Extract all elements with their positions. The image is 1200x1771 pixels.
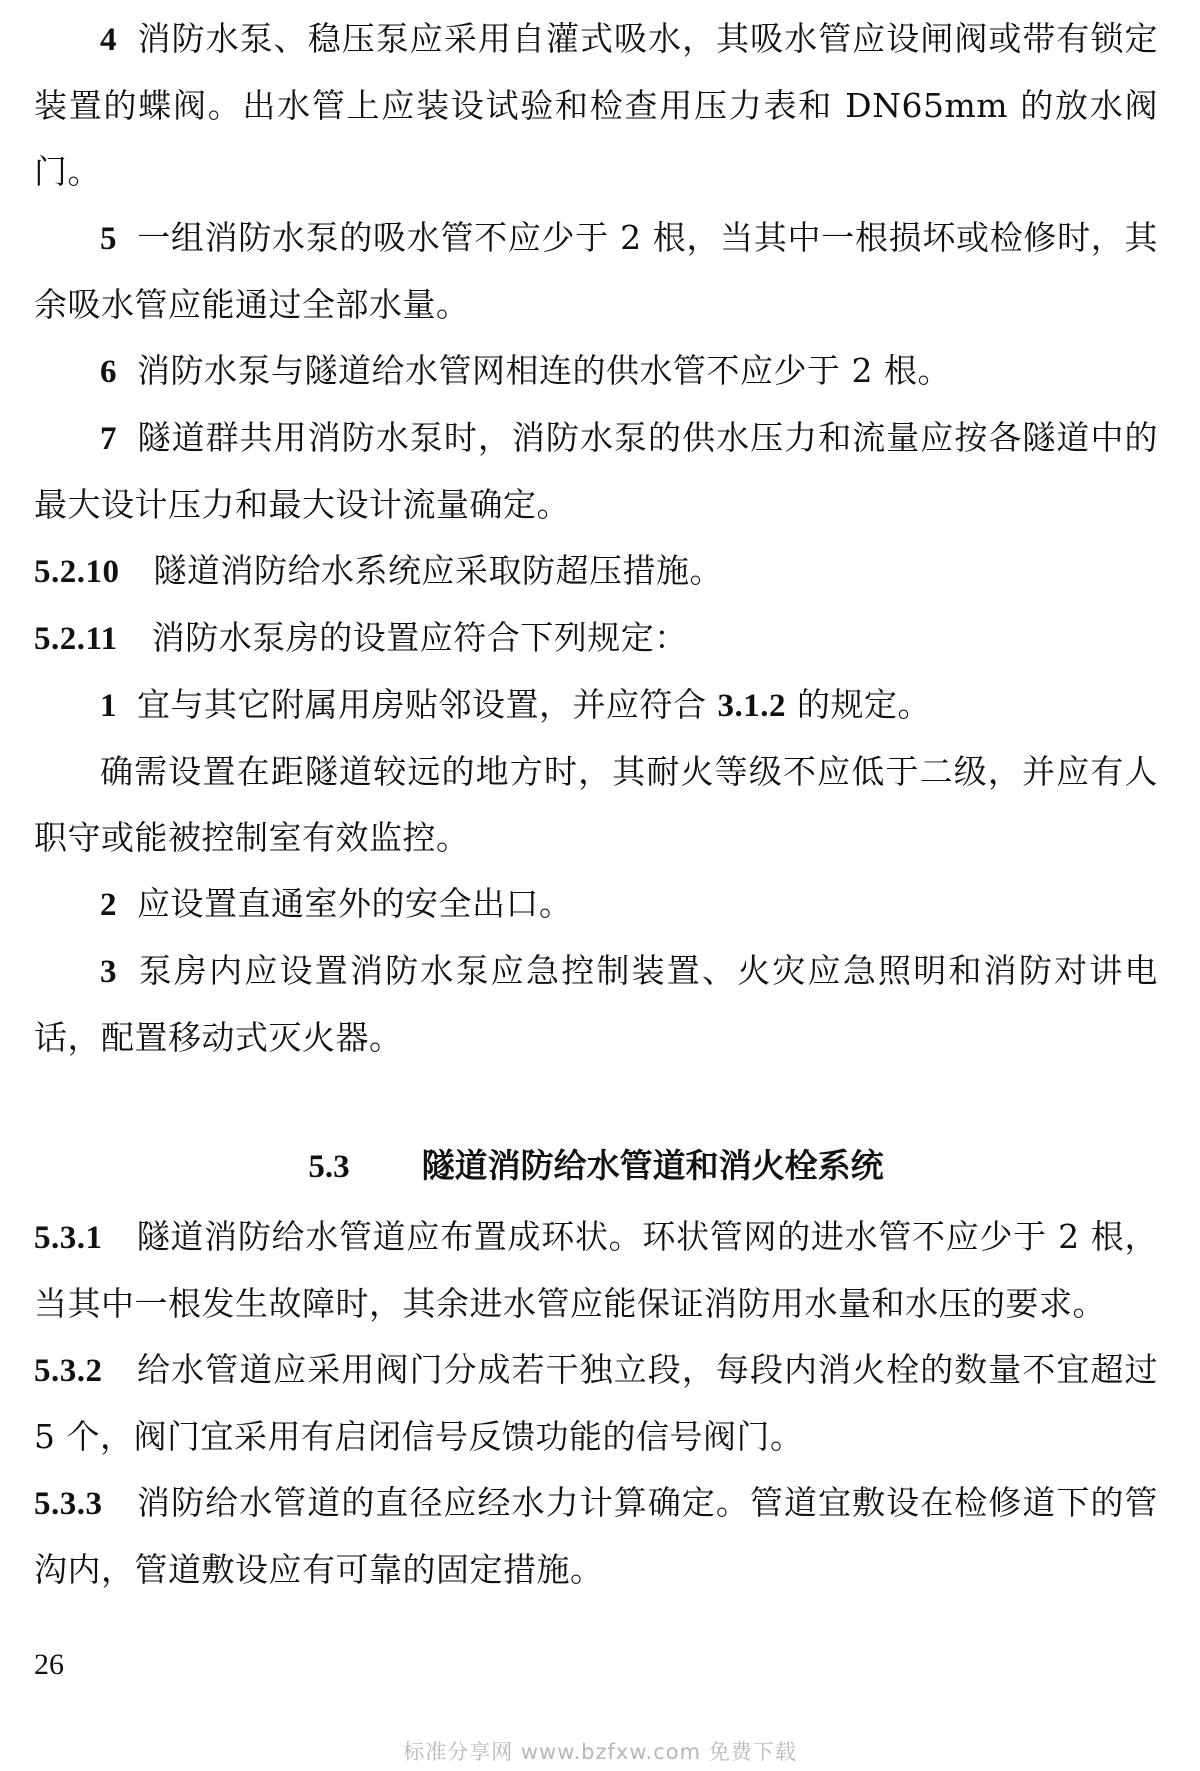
clause-number: 5.3.1 [34, 1220, 103, 1256]
item-6 [34, 338, 1158, 405]
clause-5-2-11-item-1 [34, 672, 1158, 739]
section-number: 5.3 [308, 1149, 350, 1185]
clause-5-2-11-item-1-note: 确需设置在距隧道较远的地方时，其耐火等级不应低于二级，并应有人职守或能被控制室有效监控。 [34, 752, 1158, 857]
section-title: 隧道消防给水管道和消火栓系统 [421, 1146, 884, 1185]
clause-text: 消防给水管道的直径应经水力计算确定。管道宜敷设在检修道下的管沟内，管道敷设应有可靠的固定措施。 [34, 1483, 1158, 1589]
clause-text: 隧道消防给水管道应布置成环状。环状管网的进水管不应少于 2 根，当其中一根发生故障时，其余进水管应能保证消防用水量和水压的要求。 [34, 1217, 1158, 1323]
page-content [34, 6, 1158, 1603]
item-7 [34, 405, 1158, 538]
clause-5-3-1 [34, 1204, 1158, 1337]
item-number: 4 [100, 22, 117, 58]
item-number: 6 [100, 354, 117, 390]
clause-number: 5.2.10 [34, 554, 120, 590]
item-text-after: 的规定。 [786, 685, 931, 724]
item-text: 一组消防水泵的吸水管不应少于 2 根，当其中一根损坏或检修时，其余吸水管应能通过全部水量。 [34, 218, 1158, 324]
clause-text: 隧道消防给水系统应采取防超压措施。 [153, 551, 723, 590]
section-heading-5-3 [34, 1133, 1158, 1200]
clause-5-2-11 [34, 605, 1158, 672]
item-text: 泵房内应设置消防水泵应急控制装置、火灾应急照明和消防对讲电话，配置移动式灭火器。 [34, 951, 1158, 1057]
item-text: 应设置直通室外的安全出口。 [137, 884, 573, 923]
clause-number: 5.2.11 [34, 621, 118, 657]
item-4 [34, 6, 1158, 205]
item-text-before: 宜与其它附属用房贴邻设置，并应符合 [137, 685, 718, 724]
item-number: 1 [100, 688, 117, 724]
clause-number: 5.3.2 [34, 1353, 103, 1389]
clause-number: 5.3.3 [34, 1486, 103, 1522]
clause-5-2-11-item-2 [34, 871, 1158, 938]
item-number: 2 [100, 887, 117, 923]
clause-text: 给水管道应采用阀门分成若干独立段，每段内消火栓的数量不宜超过 5 个，阀门宜采用有启闭信号反馈功能的信号阀门。 [34, 1350, 1158, 1456]
clause-5-2-11-item-3 [34, 938, 1158, 1071]
clause-5-2-10 [34, 538, 1158, 605]
item-text: 消防水泵与隧道给水管网相连的供水管不应少于 2 根。 [137, 351, 951, 390]
clause-5-3-2 [34, 1337, 1158, 1470]
item-number: 7 [100, 421, 117, 457]
item-5 [34, 205, 1158, 338]
clause-5-3-3 [34, 1470, 1158, 1603]
clause-text: 消防水泵房的设置应符合下列规定： [151, 618, 688, 657]
item-text: 隧道群共用消防水泵时，消防水泵的供水压力和流量应按各隧道中的最大设计压力和最大设计流量确定。 [34, 418, 1158, 524]
clause-reference: 3.1.2 [717, 688, 786, 724]
page-number: 26 [34, 1648, 64, 1681]
item-number: 5 [100, 221, 117, 257]
item-text: 消防水泵、稳压泵应采用自灌式吸水，其吸水管应设闸阀或带有锁定装置的蝶阀。出水管上应装设试验和检查用压力表和 DN65mm 的放水阀门。 [34, 19, 1158, 191]
watermark: 标准分享网 www.bzfxw.com 免费下载 [403, 1740, 797, 1764]
item-number: 3 [100, 954, 117, 990]
